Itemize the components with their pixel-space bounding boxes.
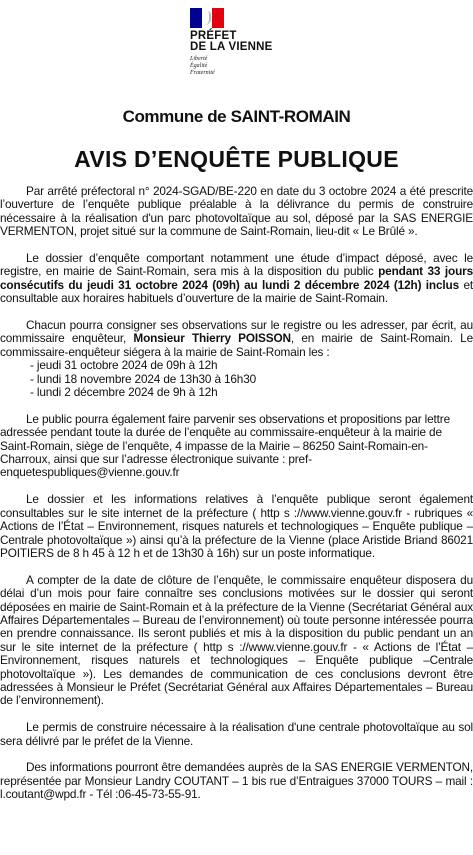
commissioner-name: Monsieur Thierry POISSON [133,331,291,346]
paragraph-permis: Le permis de construire nécessaire à la réalisation d'une centrale photovoltaïque au sol sera délivré par le préfet de la Vienne. [0,720,473,748]
paragraph-observations: Chacun pourra consigner ses observations sur le registre ou les adresser, par écrit, au commissaire enquêteur, Monsieur Thierry POISSON, en mairie de Saint-Romain. Le commissaire-enquêteur siégera à la mairie de Saint-Romain les : [0,318,473,359]
marianne-flag-icon [190,8,224,28]
notice-body [0,185,473,815]
paragraph-conclusions: A compter de la date de clôture de l’enquête, le commissaire enquêteur disposera du délai d’un mois pour faire connaître ses conclusions motivées sur le dossier qui seront déposées en mairie de Saint-Romain et à la préfecture de la Vienne (Secrétariat Général aux Affaires Départementales – Bureau de l’environnement) où toute personne intéressée pourra en prendre connaissance. Ils seront publiés et mis à la disposition du public pendant un an sur le site internet de la préfecture ( http s ://www.vienne.gouv.fr - « Actions de l’État – Environnement, risques naturels et technologiques – Enquête publique –Centrale photovoltaïque »). Les demandes de communication de ces conclusions devront être adressées à Monsieur le Préfet (Secrétariat Général aux Affaires Départementales – Bureau de l’environnement). [0,572,473,708]
list-item: - lundi 2 décembre 2024 de 9h à 12h [30,385,218,400]
paragraph-consultation: Le dossier et les informations relatives à l’enquête publique seront également consultables sur le site internet de la préfecture ( http s ://www.vienne.gouv.fr - rubriques « Actions de l’État – Environnement, risques naturels et technologiques – Enquête publique – Centrale photovoltaïque ») ainsi qu’à la préfecture de la Vienne (place Aristide Briand 86021 POITIERS de 8 h 45 à 12 h et de 13h30 à 16h) sur un poste informatique. [0,492,473,560]
commune-title: Commune de SAINT-ROMAIN [122,107,351,126]
list-item: - lundi 18 novembre 2024 de 13h30 à 16h30 [30,371,257,386]
enquiry-period: pendant 33 jours consécutifs du jeudi 31 octobre 2024 (09h) au lundi 2 décembre 2024 (12h) inclus [0,264,473,292]
paragraph-arrete: Par arrêté préfectoral n° 2024-SGAD/BE-220 en date du 3 octobre 2024 a été prescrite l’ouverture de l’enquête publique préalable à la délivrance du permis de construire nécessaire à la réalisation d'un parc photovoltaïque au sol, déposé par la SAS ENERGIE VERMENTON, projet situé sur la commune de Saint-Romain, lieu-dit « Le Brûlé ». [0,184,473,239]
paragraph-contact: Des informations pourront être demandées auprès de la SAS ENERGIE VERMENTON, représentée par Monsieur Landry COUTANT – 1 bis rue d’Entraigues 37000 TOURS – mail : l.coutant@wpd.fr - Tél :06-45-73-55-91. [0,760,473,802]
prefecture-logo [186,8,296,77]
paragraph-dossier: Le dossier d’enquête comportant notamment une étude d’impact déposé, avec le registre, en mairie de Saint-Romain, sera mis à la disposition du public pendant 33 jours consécutifs du jeudi 31 octobre 2024 (09h) au lundi 2 décembre 2024 (12h) inclus et consultable aux horaires habituels d’ouverture de la mairie de Saint-Romain. [0,251,473,306]
permanence-list [0,359,473,399]
notice-title: AVIS D’ENQUÊTE PUBLIQUE [74,146,399,172]
prefet-label: PRÉFET DE LA VIENNE [190,30,273,53]
list-item: - jeudi 31 octobre 2024 de 09h à 12h [30,358,218,373]
republic-motto: Liberté Égalité Fraternité [190,56,215,76]
paragraph-courrier: Le public pourra également faire parvenir ses observations et propositions par lettre adressée pendant toute la durée de l’enquête au commissaire-enquêteur à la mairie de Saint-Romain, siège de l’enquête, 4 impasse de la Mairie – 86250 Saint-Romain-en-Charroux, ainsi que sur l’adresse électronique suivante : pref-enquetespubliques@vienne.gouv.fr [0,411,450,480]
